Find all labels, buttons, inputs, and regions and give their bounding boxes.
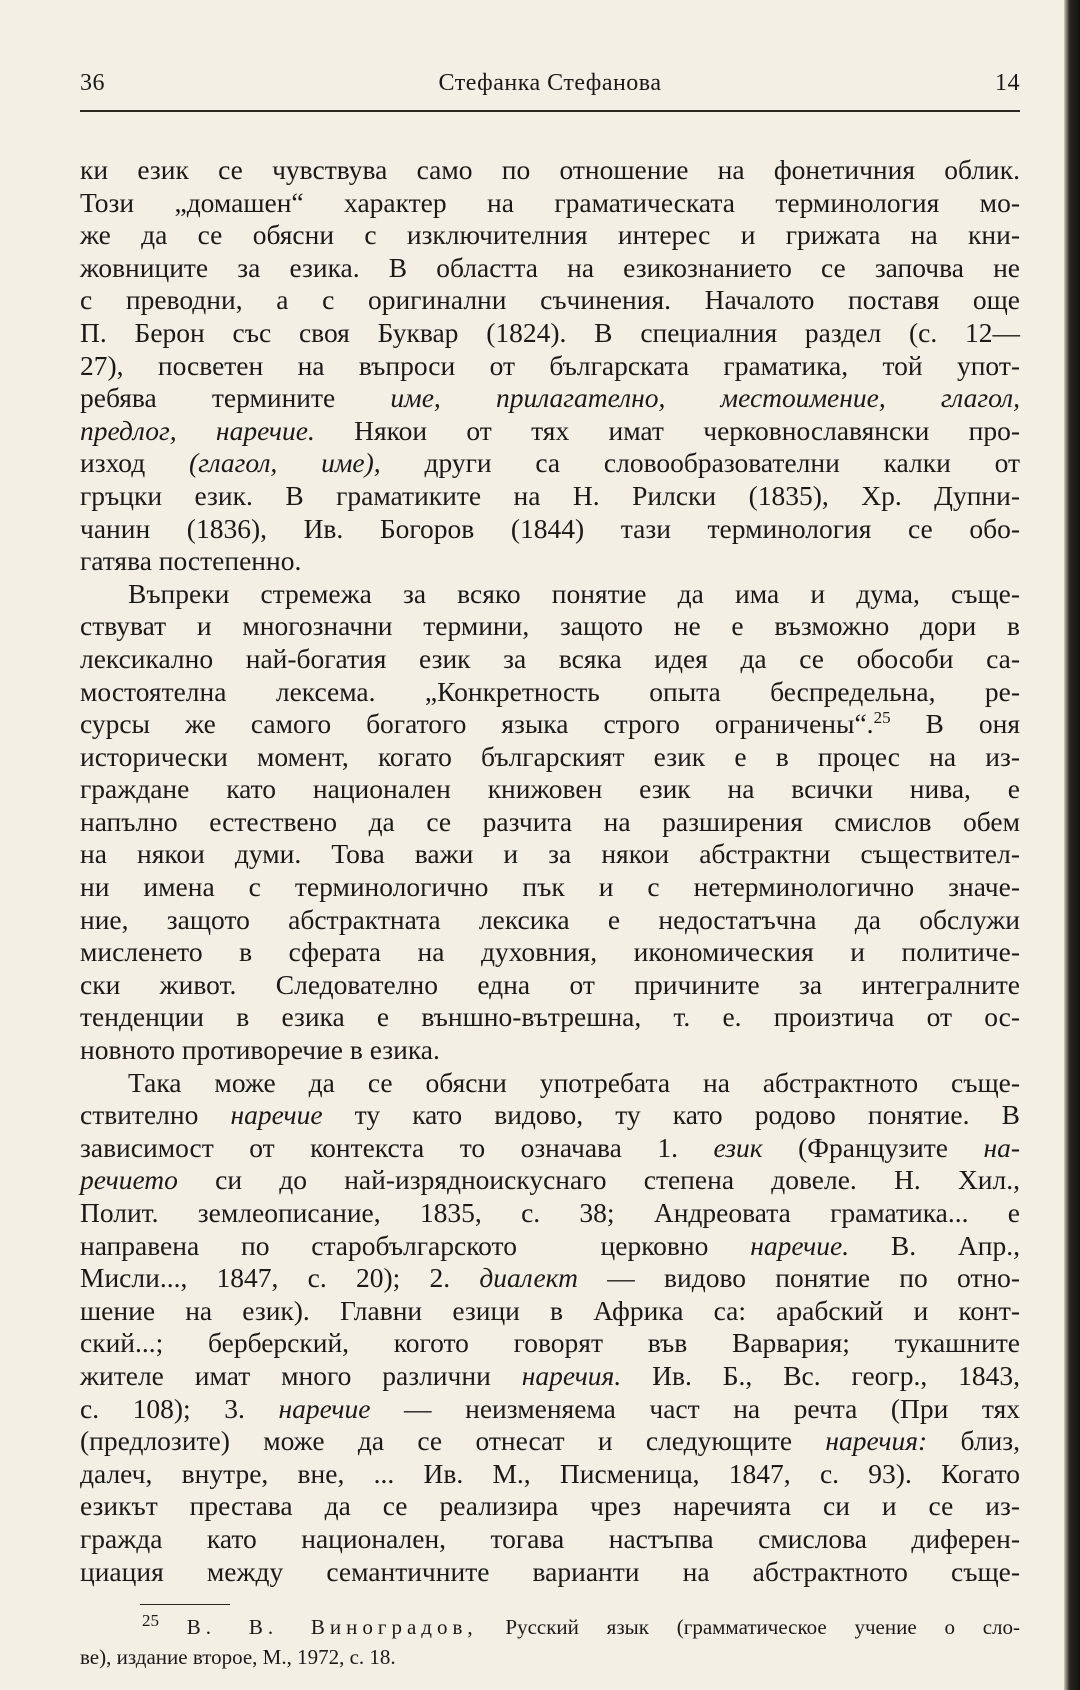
italic-term: наречие [278, 1392, 371, 1424]
text-run: В оня [890, 708, 1020, 740]
italic-term: речието [80, 1164, 178, 1196]
text-line [80, 1099, 1020, 1132]
text-run: си до най-изрядноискуснаго степена довеле. Н. Хил., [177, 1164, 1020, 1196]
page-edge-shadow [1064, 0, 1080, 1690]
text-run: направена по старобългарското церковно [80, 1229, 751, 1261]
running-header [80, 62, 1020, 112]
text-line: П. Берон със своя Буквар (1824). В специалния раздел (с. 12— [80, 316, 1020, 348]
footnote-text: Русский язык (грамматическое учение о сло- [477, 1615, 1021, 1639]
text-line [80, 447, 1020, 480]
italic-terms: име, прилагателно, местоимение, глагол, [390, 382, 1021, 414]
text-line [80, 1425, 1020, 1458]
italic-term: език [713, 1131, 763, 1163]
text-line: тенденции в езика е външно-вътрешна, т. е. произтича от ос- [80, 1001, 1020, 1033]
text-run: зависимост от контекста то означава 1. [80, 1131, 714, 1163]
text-line [80, 415, 1020, 448]
text-run: (предлозите) може да се отнесат и следующите [80, 1425, 826, 1457]
text-line: на някои думи. Това важи и за някои абстрактни съществител- [80, 838, 1020, 870]
text-line: граждане като национален книжовен език на всички нива, е [80, 773, 1020, 805]
text-run: сурсы же самого богатого языка строго ограничены“. [80, 708, 874, 740]
text-line: циация между семантичните варианти на абстрактното съще- [80, 1555, 1020, 1587]
text-line: ский...; берберский, когото говорят във Варвария; тукашните [80, 1327, 1020, 1359]
footnote-divider [140, 1604, 230, 1605]
italic-term: диалект [479, 1262, 579, 1294]
text-line [80, 708, 1020, 741]
footnote [80, 1612, 1020, 1672]
text-run: (Французите [762, 1131, 984, 1163]
text-line [80, 1262, 1020, 1295]
text-line: ски живот. Следователно една от причините за интегралните [80, 968, 1020, 1000]
italic-terms: предлог, наречие. [80, 414, 315, 446]
text-run: Мисли..., 1847, с. 20); 2. [80, 1262, 480, 1294]
text-line: гатява постепенно. [80, 545, 302, 577]
text-line: напълно естествено да се разчита на разширения смислов обем [80, 805, 1020, 837]
text-line: Така може да се обясни употребата на абстрактното съще- [128, 1066, 1020, 1098]
text-line: шение на език). Главни езици в Африка са: арабский и конт- [80, 1294, 1020, 1326]
italic-term: наречие. [750, 1229, 850, 1261]
text-run: Някои от тях имат черковнославянски про- [314, 414, 1020, 446]
footnote-reference[interactable]: 25 [873, 707, 891, 727]
text-run: изход [80, 447, 146, 479]
text-run: с. 108); 3. [80, 1392, 279, 1424]
text-line [80, 382, 1020, 415]
footnote-line: ве), издание второе, М., 1972, с. 18. [80, 1645, 396, 1669]
paragraph-2 [80, 578, 1020, 1067]
footnote-line [80, 1612, 1020, 1642]
text-line: гражда като национален, тогава настъпва смислова диферен- [80, 1522, 1020, 1554]
text-line [80, 1132, 1020, 1165]
text-line [80, 1393, 1020, 1426]
text-line: лексикално най-богатия език за всяка идея да се обособи са- [80, 642, 1020, 674]
text-line: же да се обясни с изключителния интерес и грижата на кни- [80, 219, 1020, 251]
text-line: Този „домашен“ характер на граматическата терминология мо- [80, 186, 1020, 218]
text-line: мисленето в сферата на духовния, икономическия и политиче- [80, 936, 1020, 968]
main-text [80, 154, 1020, 1588]
text-line [80, 1230, 1020, 1263]
italic-term: на- [983, 1131, 1021, 1163]
paragraph-1 [80, 154, 1020, 578]
text-run: — неизменяема част на речта (При тях [370, 1392, 1020, 1424]
text-run: Ив. Б., Вс. геогр., 1843, [621, 1359, 1020, 1391]
folio-marker: 14 [995, 70, 1020, 96]
text-line: новното противоречие в езика. [80, 1034, 440, 1066]
running-title: Стефанка Стефанова [438, 70, 662, 96]
text-run: ту като видово, ту като родово понятие. В [322, 1099, 1020, 1131]
footnote-number: 25 [142, 1611, 159, 1630]
text-line: исторически момент, когато българският език е в процес на из- [80, 740, 1020, 772]
text-run: ребява термините [80, 382, 336, 414]
text-line [80, 1360, 1020, 1393]
italic-terms: (глагол, име), [189, 447, 381, 479]
text-line: Въпреки стремежа за всяко понятие да има и дума, съще- [128, 577, 1020, 609]
text-line: Полит. землеописание, 1835, с. 38; Андреовата граматика... е [80, 1197, 1020, 1228]
text-line: ки език се чувствува само по отношение на фонетичния облик. [80, 154, 1020, 185]
text-line [80, 1164, 1020, 1197]
text-line: мостоятелна лексема. „Конкретность опыта беспредельна, ре- [80, 675, 1020, 707]
italic-term: наречия. [521, 1359, 622, 1391]
text-line: ствуват и многозначни термини, защото не е възможно дори в [80, 610, 1020, 642]
text-line: далеч, внутре, вне, ... Ив. М., Писменица, 1847, с. 93). Когато [80, 1457, 1020, 1489]
italic-term: наречия: [825, 1425, 928, 1457]
text-run: други са словообразователни калки от [380, 447, 1021, 479]
text-line: 27), посветен на въпроси от българската граматика, той упот- [80, 349, 1020, 381]
text-line: ние, защото абстрактната лексика е недостатъчна да обслужи [80, 903, 1020, 935]
text-run: — видово понятие по отно- [578, 1262, 1020, 1294]
text-line: езикът престава да се реализира чрез наречията си и се из- [80, 1490, 1020, 1522]
italic-term: наречие [230, 1099, 323, 1131]
text-run: близ, [927, 1425, 1020, 1457]
text-line: с преводни, а с оригинални съчинения. Началото поставя още [80, 284, 1020, 316]
page-number: 36 [80, 70, 105, 96]
text-run: В. Апр., [849, 1229, 1021, 1261]
paragraph-3 [80, 1067, 1020, 1589]
text-line: ни имена с терминологично пък и с нетерминологично значе- [80, 871, 1020, 903]
footnote-author: В. В. Виноградов, [186, 1615, 478, 1639]
text-line: гръцки език. В граматиките на Н. Рилски (1835), Хр. Дупни- [80, 479, 1020, 511]
text-run: жителе имат много различни [80, 1359, 522, 1391]
text-run: ствително [80, 1099, 231, 1131]
text-line: чанин (1836), Ив. Богоров (1844) тази терминология се обо- [80, 512, 1020, 544]
text-line: жовниците за езика. В областта на езикознанието се започва не [80, 251, 1020, 283]
